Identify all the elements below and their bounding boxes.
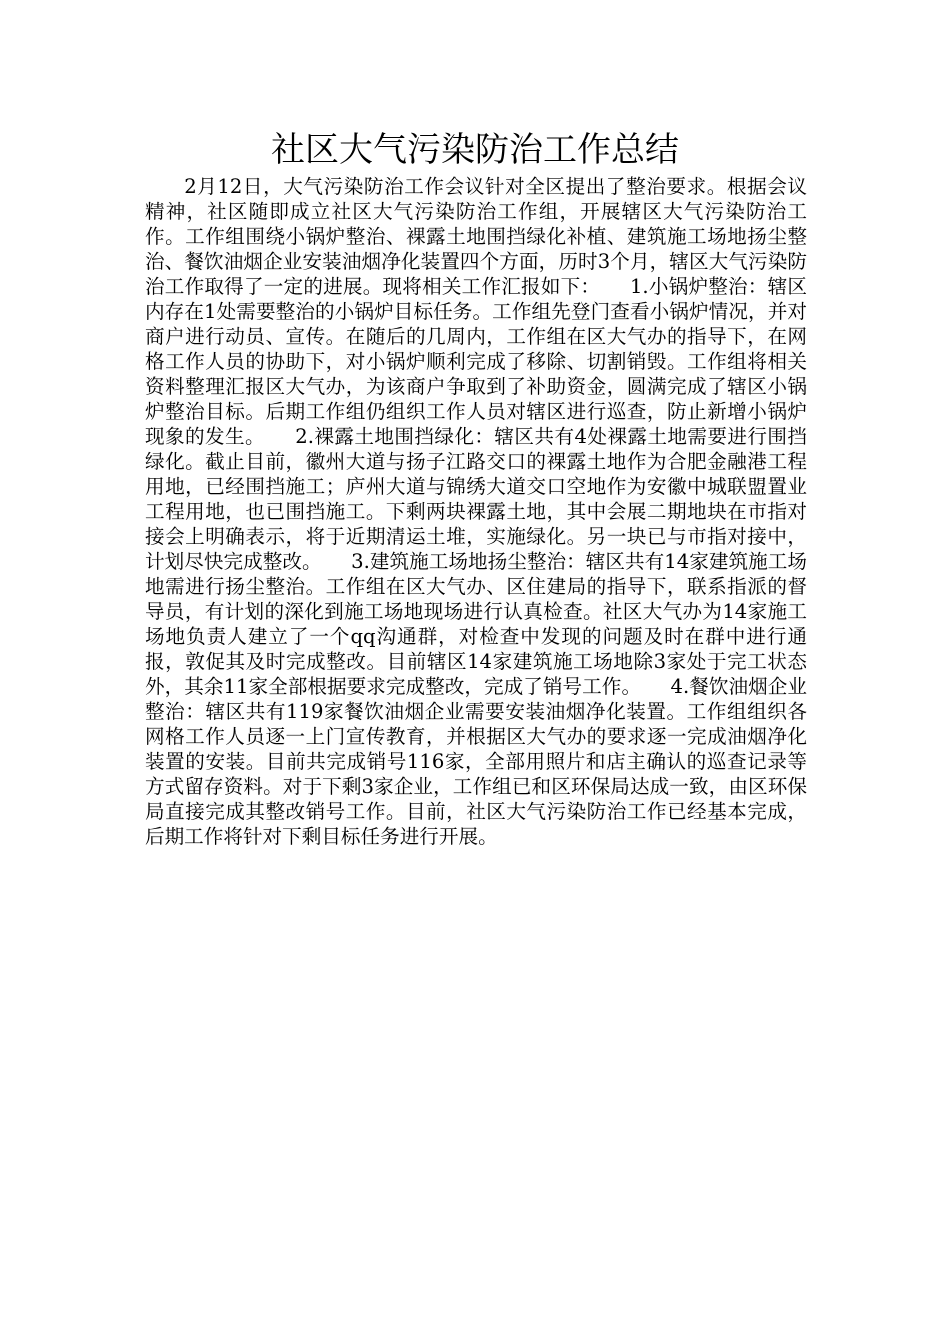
document-body-paragraph: 2月12日，大气污染防治工作会议针对全区提出了整治要求。根据会议精神，社区随即成立社区大气污染防治工作组，开展辖区大气污染防治工作。工作组围绕小锅炉整治、裸露土地围挡绿化补植、建筑施工场地扬尘整治、餐饮油烟企业安装油烟净化装置四个方面，历时3个月，辖区大气污染防治工作取得了一定的进展。现将相关工作汇报如下： 1.小锅炉整治：辖区内存在1处需要整治的小锅炉目标任务。工作组先登门查看小锅炉情况，并对商户进行动员、宣传。在随后的几周内，工作组在区大气办的指导下，在网格工作人员的协助下，对小锅炉顺利完成了移除、切割销毁。工作组将相关资料整理汇报区大气办，为该商户争取到了补助资金，圆满完成了辖区小锅炉整治目标。后期工作组仍组织工作人员对辖区进行巡查，防止新增小锅炉现象的发生。 2.裸露土地围挡绿化：辖区共有4处裸露土地需要进行围挡绿化。截止目前，徽州大道与扬子江路交口的裸露土地作为合肥金融港工程用地，已经围挡施工；庐州大道与锦绣大道交口空地作为安徽中城联盟置业工程用地，也已围挡施工。下剩两块裸露土地，其中会展二期地块在市指对接会上明确表示，将于近期清运土堆，实施绿化。另一块已与市指对接中，计划尽快完成整改。 3.建筑施工场地扬尘整治：辖区共有14家建筑施工场地需进行扬尘整治。工作组在区大气办、区住建局的指导下，联系指派的督导员，有计划的深化到施工场地现场进行认真检查。社区大气办为14家施工场地负责人建立了一个qq沟通群，对检查中发现的问题及时在群中进行通报，敦促其及时完成整改。目前辖区14家建筑施工场地除3家处于完工状态外，其余11家全部根据要求完成整改，完成了销号工作。 4.餐饮油烟企业整治：辖区共有119家餐饮油烟企业需要安装油烟净化装置。工作组组织各网格工作人员逐一上门宣传教育，并根据区大气办的要求逐一完成油烟净化装置的安装。目前共完成销号116家，全部用照片和店主确认的巡查记录等方式留存资料。对于下剩3家企业，工作组已和区环保局达成一致，由区环保局直接完成其整改销号工作。目前，社区大气污染防治工作已经基本完成，后期工作将针对下剩目标任务进行开展。 — [145, 175, 807, 848]
document-title: 社区大气污染防治工作总结 — [271, 130, 679, 170]
